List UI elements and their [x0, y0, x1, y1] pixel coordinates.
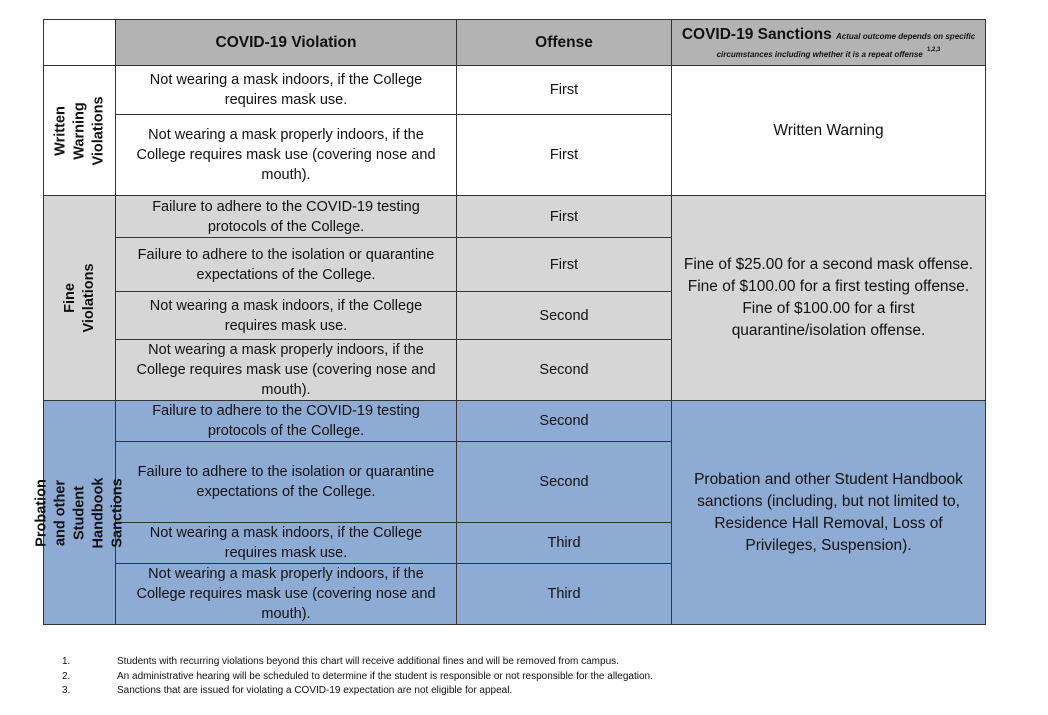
offense-cell: Second	[457, 292, 672, 340]
footnote	[62, 655, 653, 670]
sanction-line: Fine of $100.00 for a first testing offense.	[687, 278, 970, 295]
sanction-line: Fine of $25.00 for a second mask offense.	[683, 256, 974, 273]
sanction-cell-written-warning	[672, 66, 986, 196]
violation-cell: Failure to adhere to the COVID-19 testing protocols of the College.	[116, 196, 457, 238]
footnote-text: Sanctions that are issued for violating a COVID-19 expectation are not eligible for appeal.	[117, 685, 513, 696]
offense-cell: First	[457, 66, 672, 115]
footnote-number: 2.	[62, 670, 71, 682]
offense-cell: Second	[457, 442, 672, 523]
sanctions-note-1: Actual outcome depends on specific	[836, 31, 976, 41]
violation-cell: Not wearing a mask indoors, if the College requires mask use.	[116, 66, 457, 115]
sanctions-note-sup: 1,2,3	[927, 46, 941, 53]
group-label-text: Probation and other Student Handbook Sanctions	[33, 477, 125, 548]
offense-cell: Second	[457, 401, 672, 442]
sanctions-note-2: circumstances including whether it is a repeat offense	[716, 50, 923, 60]
table-row	[44, 66, 986, 115]
header-row	[44, 20, 986, 66]
violation-header: COVID-19 Violation	[116, 20, 457, 66]
sanction-cell-probation	[672, 401, 986, 625]
sanction-line: Fine of $100.00 for a first quarantine/isolation offense.	[731, 300, 926, 339]
offense-cell: Third	[457, 564, 672, 625]
group-label-text: Fine Violations	[61, 263, 97, 333]
offense-cell: First	[457, 196, 672, 238]
offense-cell: First	[457, 115, 672, 196]
violation-cell: Not wearing a mask properly indoors, if the College requires mask use (covering nose and mouth).	[116, 340, 457, 401]
violation-cell: Failure to adhere to the isolation or quarantine expectations of the College.	[116, 238, 457, 292]
footnotes	[62, 655, 653, 699]
violation-cell: Not wearing a mask indoors, if the College requires mask use.	[116, 523, 457, 564]
sanctions-header	[672, 20, 986, 66]
table-row	[44, 401, 986, 442]
violation-cell: Not wearing a mask properly indoors, if the College requires mask use (covering nose and mouth).	[116, 564, 457, 625]
footnote-text: Students with recurring violations beyond this chart will receive additional fines and will be removed from campus.	[117, 656, 619, 667]
violation-cell: Not wearing a mask properly indoors, if the College requires mask use (covering nose and mouth).	[116, 115, 457, 196]
footnote-number: 3.	[62, 685, 71, 696]
sanctions-table	[33, 19, 986, 625]
footnote-number: 1.	[62, 656, 71, 667]
sanction-line: Written Warning	[773, 121, 884, 139]
group-label-written-warning	[44, 66, 116, 196]
group-label-probation	[33, 401, 125, 625]
violation-cell: Failure to adhere to the COVID-19 testing protocols of the College.	[116, 401, 457, 442]
offense-cell: First	[457, 238, 672, 292]
offense-header: Offense	[457, 20, 672, 66]
offense-cell: Third	[457, 523, 672, 564]
group-label-fine	[44, 196, 116, 401]
footnote	[62, 670, 653, 685]
table-row	[44, 196, 986, 238]
sanction-line: Probation and other Student Handbook sanctions (including, but not limited to, Residence Hall Removal, Loss of Privileges, Suspension).	[694, 470, 963, 554]
corner-cell	[44, 20, 116, 66]
footnote	[62, 684, 653, 699]
offense-cell: Second	[457, 340, 672, 401]
violation-cell: Failure to adhere to the isolation or quarantine expectations of the College.	[116, 442, 457, 523]
group-label-text: Written Warning Violations	[52, 95, 106, 166]
sanctions-title: COVID-19 Sanctions	[681, 25, 832, 43]
violation-cell: Not wearing a mask indoors, if the College requires mask use.	[116, 292, 457, 340]
footnote-text: An administrative hearing will be scheduled to determine if the student is responsible or not responsible for the allegation.	[117, 670, 653, 682]
sanction-cell-fine	[672, 196, 986, 401]
